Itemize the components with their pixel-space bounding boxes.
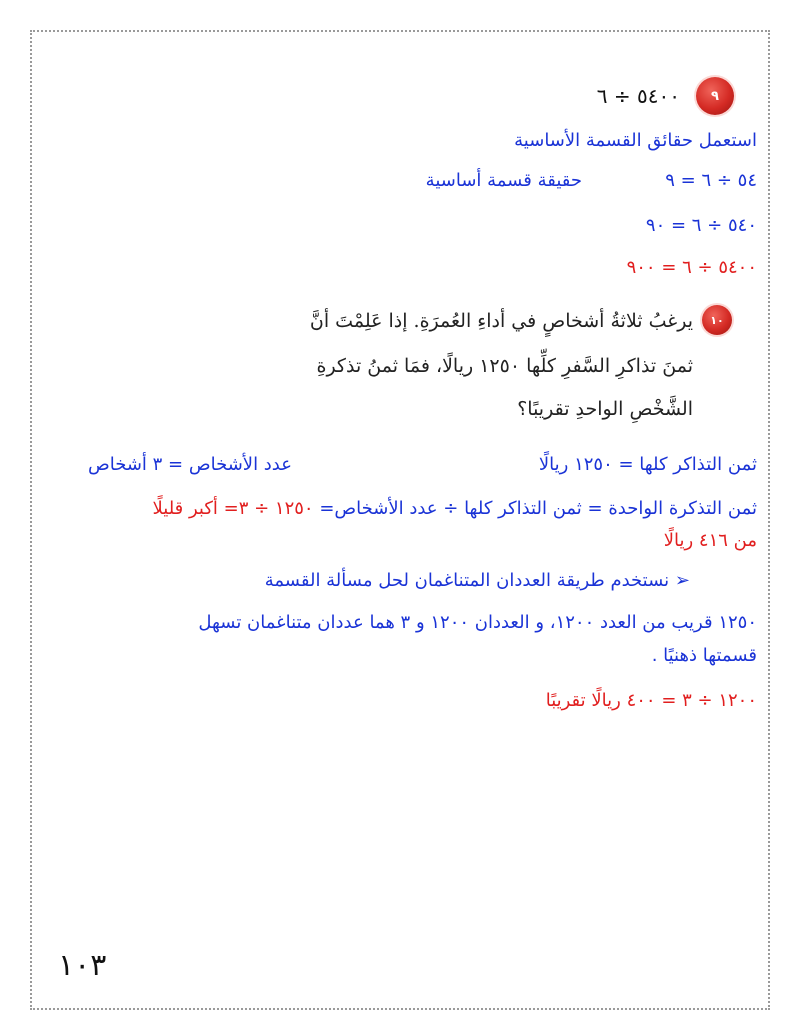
exercise-number-badge: ٩	[696, 77, 734, 115]
explanation-line-2: قسمتها ذهنيًا .	[651, 645, 757, 666]
basic-fact-label: حقيقة قسمة أساسية	[425, 170, 582, 191]
formula-result-continued: من ٤١٦ ريالًا	[663, 530, 757, 551]
textbook-problem-line-3: الشَّخْصِ الواحدِ تقريبًا؟	[517, 398, 693, 420]
instruction-text: استعمل حقائق القسمة الأساسية	[514, 130, 757, 151]
basic-fact-equation: ٥٤ ÷ ٦ = ٩	[665, 170, 757, 191]
strategy-line	[265, 570, 690, 591]
exercise-number-badge: ١٠	[702, 305, 732, 335]
textbook-problem-line-2: ثمنَ تذاكرِ السَّفرِ كلِّها ١٢٥٠ ريالًا، فمَا ثمنُ تذكرةِ	[316, 355, 693, 377]
formula-text: ثمن التذكرة الواحدة = ثمن التذاكر كلها ÷ عدد الأشخاص=	[319, 498, 757, 519]
explanation-line-1: ١٢٥٠ قريب من العدد ١٢٠٠، و العددان ١٢٠٠ و ٣ هما عددان متناغمان تسهل	[198, 612, 757, 633]
formula-line	[153, 498, 757, 519]
page-border	[30, 30, 770, 1010]
problem-expression: ٥٤٠٠ ÷ ٦	[596, 84, 680, 108]
bullet-arrow-icon: ➢	[674, 570, 690, 591]
formula-result: ١٢٥٠ ÷ ٣= أكبر قليلًا	[152, 498, 314, 519]
answer-line: ١٢٠٠ ÷ ٣ = ٤٠٠ ريالًا تقريبًا	[545, 690, 757, 711]
strategy-text: نستخدم طريقة العددان المتناغمان لحل مسألة القسمة	[264, 570, 670, 591]
given-people-count: عدد الأشخاص = ٣ أشخاص	[87, 454, 292, 475]
given-total-price: ثمن التذاكر كلها = ١٢٥٠ ريالًا	[538, 454, 757, 475]
textbook-problem-line-1: يرغبُ ثلاثةُ أشخاصٍ في أداءِ العُمرَةِ. إذا عَلِمْتَ أنَّ	[309, 310, 693, 332]
step-equation-2: ٥٤٠ ÷ ٦ = ٩٠	[645, 215, 757, 236]
page-number: ١٠٣	[58, 948, 107, 983]
step-equation-3: ٥٤٠٠ ÷ ٦ = ٩٠٠	[626, 257, 757, 278]
